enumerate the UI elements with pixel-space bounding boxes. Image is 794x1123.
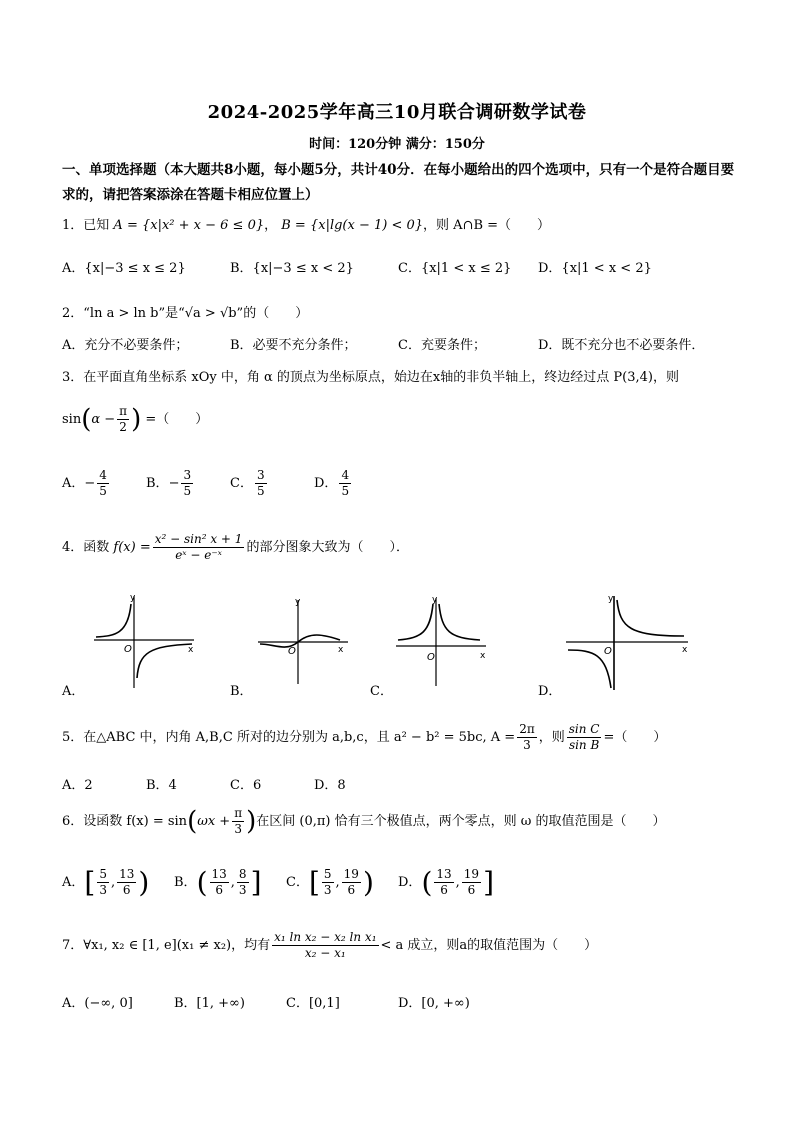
q3-sin: sin [62,412,82,427]
q3-option-b-sign: − [168,476,180,491]
q7-frac-den: x₂ − x₁ [304,946,346,960]
q6-option-c-frac2 [342,867,361,898]
q6-option-d-label: D． [398,875,422,890]
q7-option-c[interactable]: C．[0,1] [286,996,340,1011]
q7-frac-num: x₁ ln x₂ − x₂ ln x₁ [274,930,377,944]
q6-option-d-frac2 [462,867,481,898]
q4-option-b[interactable]: B． [230,684,253,699]
q6-option-d[interactable]: D．( $\frac{13}{6}$ , $\frac{19}{6}$ ] [398,866,495,899]
q6-option-b-lb: ( [196,866,208,899]
q6-option-d-rb: ] [483,866,495,899]
q6-option-a-lb: [ [84,866,96,899]
q3-option-d-label: D． [314,476,338,491]
q4-prefix: 4．函数 [62,540,110,555]
q6-option-b-rb: ] [250,866,262,899]
question-2-stem: 2．“ln a > ln b”是“√a > √b”的（ ） [62,306,309,321]
graph-a-right-branch [137,644,192,678]
q3-option-d-den: 5 [341,484,350,498]
graph-b-y-label: y [295,597,301,607]
q7-option-a[interactable]: A．(−∞, 0] [62,996,133,1011]
q3-option-c-frac [255,468,267,499]
q6-option-a[interactable]: A．[ $\frac{5}{3}$ , $\frac{13}{6}$ ) [62,866,150,899]
q5-ratio-frac [567,722,602,753]
q3-option-a-label: A． [62,476,85,491]
q3-option-a-sign: − [84,476,96,491]
q3-option-b[interactable] [146,468,195,499]
q6-tail: 在区间 (0,π) 恰有三个极值点，两个零点，则 ω 的取值范围是（ ） [256,814,666,829]
graph-c-x-label: x [480,651,486,661]
graph-c-right-branch [439,604,480,640]
q5-option-d[interactable]: D．8 [314,778,346,793]
q3-option-b-frac [181,468,193,499]
q6-option-b-frac2 [237,867,249,898]
q6-option-d-lb: ( [421,866,433,899]
q5-option-c[interactable]: C．6 [230,778,262,793]
q6-option-c-rb: ) [362,866,374,899]
q3-expression [62,404,208,435]
q6-option-a-rb: ) [138,866,150,899]
q6-option-d-frac1 [434,867,453,898]
q1-option-a[interactable]: A．{x|−3 ≤ x ≤ 2} [62,261,186,276]
q5-mid: ，则 [538,730,565,745]
q6-option-b-n2: 8 [238,867,247,881]
q3-rparen: ) [131,404,142,435]
q6-option-a-n1: 5 [99,867,107,881]
q5-ratio-den: sin B [568,738,600,752]
graph-c-y-label: y [432,595,438,605]
q6-option-a-n2: 13 [119,867,135,881]
q3-option-a-frac [97,468,109,499]
q6-option-a-frac1 [97,867,109,898]
q6-inner-den: 3 [234,822,242,836]
q5-angle-num: 2π [519,722,535,736]
q6-option-d-d1: 6 [440,883,448,897]
graph-c-left-branch [398,604,433,640]
q7-option-d[interactable]: D．[0, +∞) [398,996,470,1011]
question-6-stem [62,806,665,837]
q6-option-b-d2: 3 [238,883,247,897]
q6-option-c-n2: 19 [343,867,359,881]
q4-frac-num: x² − sin² x + 1 [154,532,243,546]
q5-ratio-num: sin C [568,722,600,736]
q3-option-c-num: 3 [256,468,265,482]
question-3-stem: 3．在平面直角坐标系 xOy 中，角 α 的顶点为坐标原点，始边在x轴的非负半轴上，终边经过点 P(3,4)，则 [62,370,679,385]
graph-a-y-label: y [130,593,136,603]
q6-option-c-label: C． [286,875,309,890]
q5-option-b[interactable]: B．4 [146,778,177,793]
exam-title: 2024-2025学年高三10月联合调研数学试卷 [207,102,587,123]
q4-graph-b[interactable] [252,592,362,692]
q6-inner-num: π [234,806,243,820]
q1-prefix: 1．已知 [62,218,110,233]
q4-option-d[interactable]: D． [538,684,562,699]
q6-rparen: ) [246,806,257,837]
q1-set-b: B = {x|lg(x − 1) < 0} [281,218,424,233]
q2-option-a[interactable]: A．充分不必要条件； [62,338,189,353]
q6-option-b-frac1 [210,867,229,898]
q6-inner: ωx + [197,814,231,829]
q5-prefix: 5．在△ABC 中，内角 A,B,C 所对的边分别为 a,b,c，且 a² − b² = 5bc, A = [62,730,516,745]
q6-option-a-frac2 [117,867,136,898]
exam-time-score: 时间：120分钟 满分：150分 [309,137,485,152]
q6-option-c-d1: 3 [323,883,332,897]
q3-option-c[interactable] [230,468,269,499]
q6-option-c-lb: [ [308,866,320,899]
q7-prefix: 7．∀x₁, x₂ ∈ [1, e](x₁ ≠ x₂)，均有 [62,938,271,953]
question-7-stem [62,930,597,961]
q6-option-a-label: A． [62,875,85,890]
q3-option-a-num: 4 [99,468,107,482]
q3-frac-den: 2 [119,420,127,434]
graph-a-origin: O [124,644,132,655]
graph-d-x-label: x [682,645,688,655]
q4-graph-c[interactable] [392,592,492,692]
q2-option-b[interactable]: B．必要不充分条件； [230,338,357,353]
q3-lparen: ( [81,404,92,435]
q5-angle-frac [517,722,537,753]
graph-d-y-label: y [608,594,614,604]
q4-graph-a[interactable] [90,592,200,692]
q6-prefix: 6．设函数 f(x) = sin [62,814,188,829]
q4-graph-d[interactable] [564,592,694,692]
q6-option-d-n2: 19 [463,867,480,881]
graph-d-origin: O [604,646,612,657]
q3-option-a[interactable] [62,468,111,499]
q3-option-d-num: 4 [341,468,350,482]
q4-fx: f(x) = [113,540,151,555]
section-heading: 一、单项选择题（本大题共8小题，每小题5分，共计40分．在每小题给出的四个选项中，只有一个是符合题目要求的，请把答案添涂在答题卡相应位置上） [62,162,735,203]
q1-ask: ，则 A∩B =（ ） [423,218,551,233]
graph-c-origin: O [427,652,435,663]
graph-a-left-branch [96,604,131,637]
q3-option-b-den: 5 [183,484,192,498]
q3-option-d[interactable] [314,468,353,499]
q3-tail: =（ ） [145,412,209,427]
q4-option-c[interactable]: C． [370,684,393,699]
q6-option-b[interactable]: B．( $\frac{13}{6}$ , $\frac{8}{3}$ ] [174,866,262,899]
q6-option-b-d1: 6 [215,883,223,897]
question-4-stem [62,532,409,563]
q3-option-b-label: B． [146,476,169,491]
q2-option-d[interactable]: D．既不充分也不必要条件． [538,338,705,353]
q6-option-c-frac1 [322,867,334,898]
q6-option-d-n1: 13 [436,867,452,881]
q3-var: α − [91,412,116,427]
q2-option-c[interactable]: C．充要条件； [398,338,486,353]
q7-fraction [272,930,378,961]
q1-set-a: A = {x|x² + x − 6 ≤ 0} [113,218,265,233]
q3-option-d-frac [339,468,351,499]
q6-option-a-d1: 3 [99,883,107,897]
q6-option-c-n1: 5 [323,867,332,881]
q7-tail: < a 成立，则a的取值范围为（ ） [380,938,598,953]
q6-option-b-n1: 13 [211,867,227,881]
q6-inner-frac [232,806,244,837]
q6-option-a-d2: 6 [122,883,131,897]
q5-angle-den: 3 [523,738,531,752]
graph-d-right-branch [617,600,684,636]
q4-frac-den: eˣ − e⁻ˣ [175,548,222,562]
question-1-stem: 1．已知 A = {x|x² + x − 6 ≤ 0}， B = {x|lg(x − 1) < 0}，则 A∩B =（ ） [62,218,551,233]
q6-option-c[interactable]: C．[ $\frac{5}{3}$ , $\frac{19}{6}$ ) [286,866,374,899]
q4-tail: 的部分图象大致为（ ）． [246,540,409,555]
q7-option-b[interactable]: B．[1, +∞) [174,996,245,1011]
graph-b-curve [260,635,340,647]
graph-b-origin: O [288,646,296,657]
q6-lparen: ( [187,806,198,837]
q3-option-a-den: 5 [99,484,107,498]
q5-tail: =（ ） [603,730,667,745]
graph-a-x-label: x [188,645,194,655]
q6-option-c-d2: 6 [347,883,356,897]
q3-option-b-num: 3 [183,468,192,482]
q4-fraction [153,532,245,563]
q3-option-c-label: C． [230,476,253,491]
graph-b-x-label: x [338,645,344,655]
q1-option-b[interactable]: B．{x|−3 ≤ x < 2} [230,261,354,276]
q6-option-d-d2: 6 [467,883,476,897]
q3-fraction [117,404,129,435]
q3-option-c-den: 5 [256,484,265,498]
q1-option-d[interactable]: D．{x|1 < x < 2} [538,261,652,276]
q5-option-a[interactable]: A．2 [62,778,93,793]
q3-frac-num: π [119,404,128,418]
q1-option-c[interactable]: C．{x|1 < x ≤ 2} [398,261,512,276]
q4-option-a[interactable]: A． [62,684,85,699]
q6-option-b-label: B． [174,875,197,890]
question-5-stem [62,722,666,753]
